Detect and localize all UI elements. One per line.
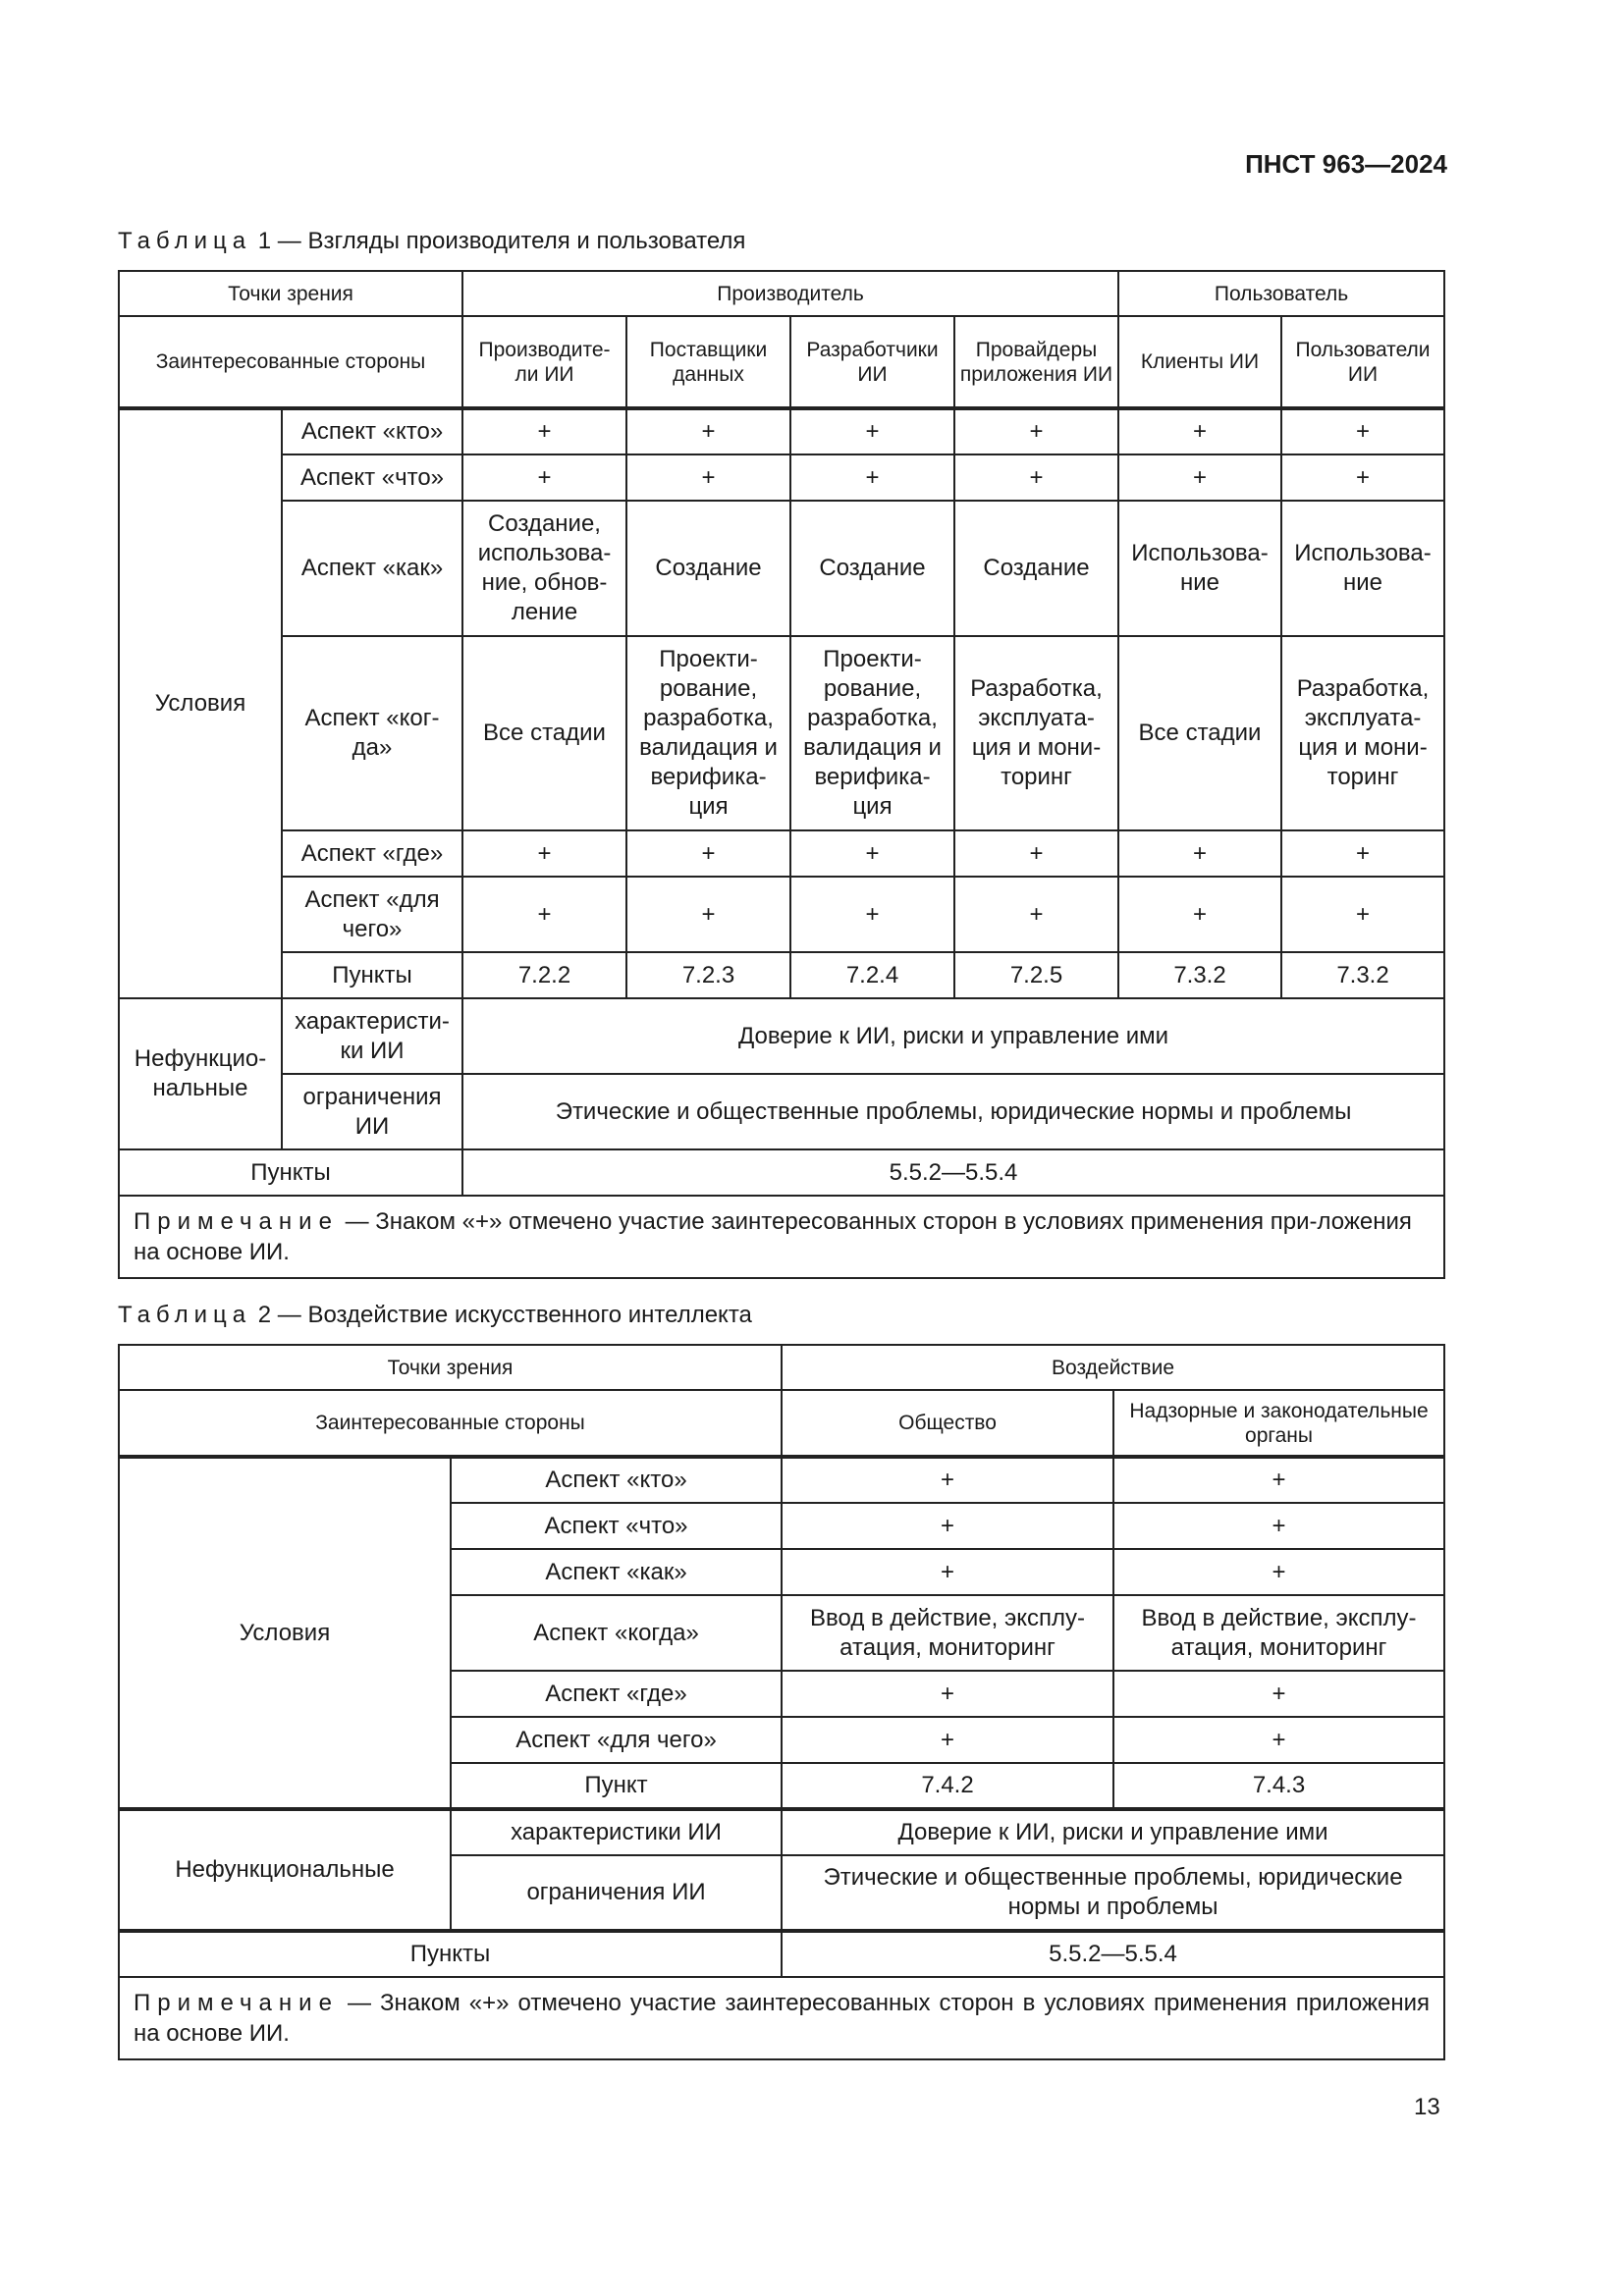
table-cell: Создание xyxy=(626,501,790,636)
row-label: Аспект «когда» xyxy=(451,1595,782,1671)
table2-caption-title: 2 — Воздействие искусственного интеллекта xyxy=(251,1302,752,1328)
table2-caption-prefix: Таблица xyxy=(118,1302,252,1328)
table2-note-row xyxy=(119,1977,1444,2059)
table-cell: Использова-ние xyxy=(1281,501,1444,636)
table2-note xyxy=(119,1977,1444,2059)
table2-head-viewpoints: Точки зрения xyxy=(119,1345,782,1390)
table1-caption-prefix: Таблица xyxy=(118,228,252,254)
table1-col-header: Производите-ли ИИ xyxy=(462,316,626,408)
table-cell: + xyxy=(1281,830,1444,877)
table2 xyxy=(118,1344,1445,2060)
table-row xyxy=(119,877,1444,952)
table-cell: 7.2.2 xyxy=(462,952,626,998)
table-cell: 7.3.2 xyxy=(1118,952,1281,998)
table1-head-viewpoints: Точки зрения xyxy=(119,271,462,316)
table2-head-row-1 xyxy=(119,1345,1444,1390)
table-cell: 7.4.2 xyxy=(782,1763,1113,1809)
table-cell: + xyxy=(954,830,1118,877)
table1-conditions-label: Условия xyxy=(119,408,282,998)
table-cell: Проекти-рование, разработка, валидация и верифика-ция xyxy=(790,636,954,830)
table-cell: + xyxy=(626,408,790,454)
table1-col-header: Клиенты ИИ xyxy=(1118,316,1281,408)
table-cell: 7.2.3 xyxy=(626,952,790,998)
table-cell: + xyxy=(790,830,954,877)
table-cell: Разработка, эксплуата-ция и мони-торинг xyxy=(1281,636,1444,830)
table2-head-stakeholders: Заинтересованные стороны xyxy=(119,1390,782,1457)
table-cell: Разработка, эксплуата-ция и мони-торинг xyxy=(954,636,1118,830)
table-cell: + xyxy=(626,877,790,952)
table-cell: + xyxy=(954,408,1118,454)
row-label: Пункты xyxy=(119,1931,782,1977)
table-row xyxy=(119,1809,1444,1855)
table-cell: Этические и общественные проблемы, юридические нормы и проблемы xyxy=(782,1855,1444,1931)
table1-caption-title: 1 — Взгляды производителя и пользователя xyxy=(251,228,746,254)
row-label: Пункт xyxy=(451,1763,782,1809)
table-cell: Все стадии xyxy=(462,636,626,830)
table-row xyxy=(119,1149,1444,1196)
row-label: Аспект «где» xyxy=(451,1671,782,1717)
table2-head-impact: Воздействие xyxy=(782,1345,1444,1390)
table1-col-header: Провайдеры приложения ИИ xyxy=(954,316,1118,408)
table1-col-header: Разработчики ИИ xyxy=(790,316,954,408)
table-cell: Проекти-рование, разработка, валидация и верифика-ция xyxy=(626,636,790,830)
table-cell: 7.2.5 xyxy=(954,952,1118,998)
note-text: — Знаком «+» отмечено участие заинтересованных сторон в условиях применения при-ложения на основе ИИ. xyxy=(134,1208,1412,1265)
table-cell: + xyxy=(1113,1717,1444,1763)
table2-col-header: Надзорные и законодательные органы xyxy=(1113,1390,1444,1457)
table-cell: + xyxy=(462,877,626,952)
table-cell: Этические и общественные проблемы, юридические нормы и проблемы xyxy=(462,1074,1444,1149)
table-cell: + xyxy=(1113,1671,1444,1717)
table-cell: + xyxy=(954,877,1118,952)
table-cell: 7.3.2 xyxy=(1281,952,1444,998)
table1 xyxy=(118,270,1445,1279)
table1-head-producer: Производитель xyxy=(462,271,1118,316)
table1-col-header: Поставщики данных xyxy=(626,316,790,408)
table-row xyxy=(119,501,1444,636)
table2-conditions-label: Условия xyxy=(119,1457,451,1809)
table-row xyxy=(119,636,1444,830)
table-row xyxy=(119,408,1444,454)
row-label: ограничения ИИ xyxy=(282,1074,462,1149)
table-cell: Создание xyxy=(954,501,1118,636)
table-cell: 5.5.2—5.5.4 xyxy=(782,1931,1444,1977)
table1-nonfunctional-label: Нефункцио-нальные xyxy=(119,998,282,1149)
table-cell: + xyxy=(782,1549,1113,1595)
table-cell: + xyxy=(782,1503,1113,1549)
row-label: Аспект «как» xyxy=(282,501,462,636)
note-text: — Знаком «+» отмечено участие заинтересованных сторон в условиях применения приложения на основе ИИ. xyxy=(134,1990,1431,2047)
table1-head-user: Пользователь xyxy=(1118,271,1444,316)
table-cell: + xyxy=(1113,1503,1444,1549)
table1-caption xyxy=(118,228,745,255)
table-row xyxy=(119,1931,1444,1977)
table-cell: Создание xyxy=(790,501,954,636)
table-cell: + xyxy=(626,830,790,877)
table-cell: + xyxy=(1281,877,1444,952)
table-row xyxy=(119,830,1444,877)
row-label: Аспект «кто» xyxy=(451,1457,782,1503)
table-cell: + xyxy=(954,454,1118,501)
table-cell: + xyxy=(1118,454,1281,501)
row-label: Аспект «где» xyxy=(282,830,462,877)
table-cell: + xyxy=(782,1671,1113,1717)
table-cell: 7.2.4 xyxy=(790,952,954,998)
table-cell: Ввод в действие, эксплу-атация, мониторинг xyxy=(782,1595,1113,1671)
row-label: Аспект «как» xyxy=(451,1549,782,1595)
table-cell: + xyxy=(1281,454,1444,501)
row-label: Пункты xyxy=(282,952,462,998)
row-label: Аспект «что» xyxy=(451,1503,782,1549)
table-cell: + xyxy=(1118,877,1281,952)
table-row xyxy=(119,454,1444,501)
table-row xyxy=(119,1457,1444,1503)
row-label: Пункты xyxy=(119,1149,462,1196)
table-cell: Доверие к ИИ, риски и управление ими xyxy=(782,1809,1444,1855)
page-number: 13 xyxy=(1414,2094,1440,2120)
table-cell: Ввод в действие, эксплу-атация, мониторинг xyxy=(1113,1595,1444,1671)
table-cell: + xyxy=(462,830,626,877)
row-label: Аспект «для чего» xyxy=(282,877,462,952)
table1-note-row xyxy=(119,1196,1444,1278)
table-cell: + xyxy=(626,454,790,501)
table-cell: + xyxy=(1118,830,1281,877)
note-prefix: Примечание xyxy=(134,1208,339,1235)
row-label: Аспект «ког-да» xyxy=(282,636,462,830)
table1-col-header: Пользователи ИИ xyxy=(1281,316,1444,408)
note-prefix: Примечание xyxy=(134,1990,339,2016)
row-label: Аспект «кто» xyxy=(282,408,462,454)
table2-nonfunctional-label: Нефункциональные xyxy=(119,1809,451,1931)
row-label: ограничения ИИ xyxy=(451,1855,782,1931)
table-cell: + xyxy=(1281,408,1444,454)
table-cell: + xyxy=(462,408,626,454)
table2-caption xyxy=(118,1302,752,1329)
table-cell: 5.5.2—5.5.4 xyxy=(462,1149,1444,1196)
row-label: Аспект «для чего» xyxy=(451,1717,782,1763)
table-cell: Доверие к ИИ, риски и управление ими xyxy=(462,998,1444,1074)
table-cell: 7.4.3 xyxy=(1113,1763,1444,1809)
table-cell: Использова-ние xyxy=(1118,501,1281,636)
table-cell: + xyxy=(1113,1549,1444,1595)
table2-col-header: Общество xyxy=(782,1390,1113,1457)
table-cell: + xyxy=(782,1457,1113,1503)
table-cell: + xyxy=(1113,1457,1444,1503)
table-cell: Создание, использова-ние, обнов-ление xyxy=(462,501,626,636)
table-row xyxy=(119,952,1444,998)
table-row xyxy=(119,998,1444,1074)
table-cell: + xyxy=(790,408,954,454)
table-cell: + xyxy=(462,454,626,501)
table-cell: + xyxy=(782,1717,1113,1763)
document-code: ПНСТ 963—2024 xyxy=(1245,149,1447,179)
table1-note xyxy=(119,1196,1444,1278)
table1-head-row-1 xyxy=(119,271,1444,316)
row-label: характеристи-ки ИИ xyxy=(282,998,462,1074)
table1-head-row-2 xyxy=(119,316,1444,408)
table2-head-row-2 xyxy=(119,1390,1444,1457)
table1-head-stakeholders: Заинтересованные стороны xyxy=(119,316,462,408)
row-label: характеристики ИИ xyxy=(451,1809,782,1855)
table-row xyxy=(119,1074,1444,1149)
table-cell: + xyxy=(790,877,954,952)
row-label: Аспект «что» xyxy=(282,454,462,501)
table-cell: + xyxy=(790,454,954,501)
table-cell: + xyxy=(1118,408,1281,454)
table-cell: Все стадии xyxy=(1118,636,1281,830)
